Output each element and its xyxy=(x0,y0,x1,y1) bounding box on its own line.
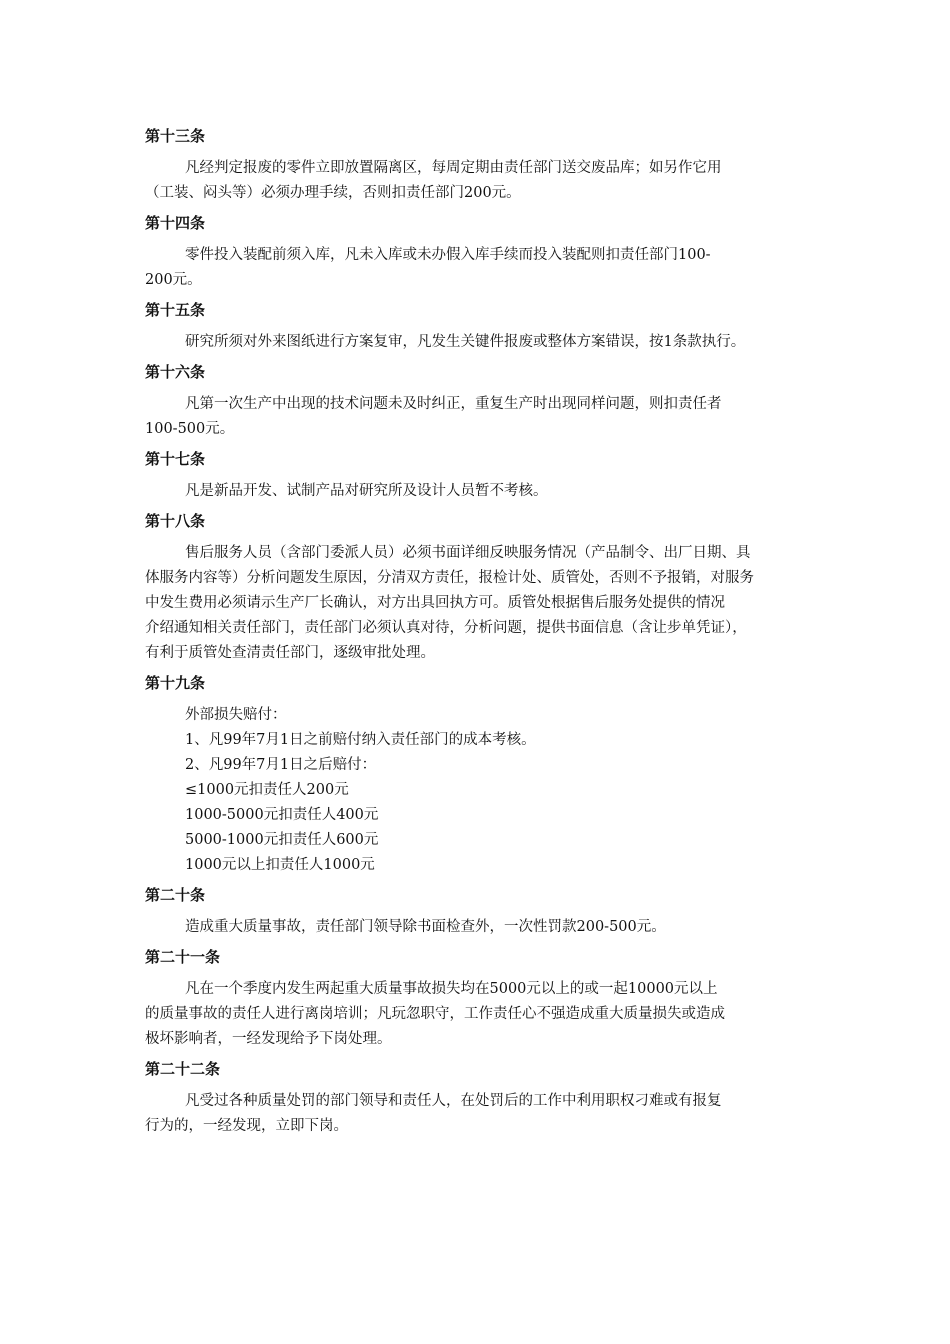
article-heading: 第十六条 xyxy=(145,363,206,381)
article-body xyxy=(145,156,813,206)
article-22 xyxy=(145,1057,813,1139)
article-heading: 第二十二条 xyxy=(145,1060,221,1078)
list-item: 1000元以上扣责任人1000元 xyxy=(185,857,375,873)
list-item: ≤1000元扣责任人200元 xyxy=(185,782,349,798)
body-line: 零件投入装配前须入库，凡未入库或未办假入库手续而投入装配则扣责任部门100- xyxy=(185,247,711,263)
article-heading: 第二十一条 xyxy=(145,948,221,966)
article-body xyxy=(145,1089,813,1139)
compensation-list xyxy=(145,703,813,878)
article-heading: 第十八条 xyxy=(145,512,206,530)
body-line: 有利于质管处查清责任部门，逐级审批处理。 xyxy=(145,645,435,661)
article-body xyxy=(145,330,813,355)
article-15 xyxy=(145,298,813,355)
body-line: 200元。 xyxy=(145,272,202,288)
list-item: 1000-5000元扣责任人400元 xyxy=(185,807,379,823)
article-body xyxy=(145,977,813,1052)
body-line: 凡第一次生产中出现的技术问题未及时纠正，重复生产时出现同样问题，则扣责任者 xyxy=(185,396,722,412)
article-heading: 第十七条 xyxy=(145,450,206,468)
body-line: 售后服务人员（含部门委派人员）必须书面详细反映服务情况（产品制令、出厂日期、具 xyxy=(185,545,751,561)
article-body xyxy=(145,243,813,293)
article-heading: 第十三条 xyxy=(145,127,206,145)
article-17 xyxy=(145,447,813,504)
list-item: 5000-1000元扣责任人600元 xyxy=(185,832,379,848)
body-line: 介绍通知相关责任部门，责任部门必须认真对待，分析问题，提供书面信息（含让步单凭证）， xyxy=(145,620,747,636)
article-21 xyxy=(145,945,813,1052)
list-item: 1、凡99年7月1日之前赔付纳入责任部门的成本考核。 xyxy=(185,732,536,748)
article-heading: 第二十条 xyxy=(145,886,206,904)
article-body xyxy=(145,479,813,504)
article-20 xyxy=(145,883,813,940)
list-item: 外部损失赔付： xyxy=(185,707,287,723)
article-body xyxy=(145,392,813,442)
article-19 xyxy=(145,671,813,878)
body-line: 凡经判定报废的零件立即放置隔离区，每周定期由责任部门送交废品库；如另作它用 xyxy=(185,160,722,176)
list-item: 2、凡99年7月1日之后赔付： xyxy=(185,757,377,773)
article-body xyxy=(145,915,813,940)
body-line: 极坏影响者，一经发现给予下岗处理。 xyxy=(145,1031,392,1047)
body-line: 造成重大质量事故，责任部门领导除书面检查外，一次性罚款200-500元。 xyxy=(185,919,666,935)
document-page xyxy=(145,124,813,1144)
body-line: （工装、闷头等）必须办理手续，否则扣责任部门200元。 xyxy=(145,185,521,201)
body-line: 行为的，一经发现，立即下岗。 xyxy=(145,1118,348,1134)
body-line: 的质量事故的责任人进行离岗培训；凡玩忽职守，工作责任心不强造成重大质量损失或造成 xyxy=(145,1006,725,1022)
body-line: 研究所须对外来图纸进行方案复审，凡发生关键件报废或整体方案错误，按1条款执行。 xyxy=(185,334,746,350)
body-line: 凡是新品开发、试制产品对研究所及设计人员暂不考核。 xyxy=(185,483,548,499)
article-heading: 第十四条 xyxy=(145,214,206,232)
article-14 xyxy=(145,211,813,293)
article-16 xyxy=(145,360,813,442)
article-heading: 第十五条 xyxy=(145,301,206,319)
body-line: 体服务内容等）分析问题发生原因，分清双方责任，报检计处、质管处，否则不予报销，对服务 xyxy=(145,570,754,586)
article-heading: 第十九条 xyxy=(145,674,206,692)
body-line: 100-500元。 xyxy=(145,421,235,437)
article-body xyxy=(145,541,813,666)
article-13 xyxy=(145,124,813,206)
article-18 xyxy=(145,509,813,666)
body-line: 凡在一个季度内发生两起重大质量事故损失均在5000元以上的或一起10000元以上 xyxy=(185,981,718,997)
body-line: 凡受过各种质量处罚的部门领导和责任人，在处罚后的工作中利用职权刁难或有报复 xyxy=(185,1093,722,1109)
body-line: 中发生费用必须请示生产厂长确认，对方出具回执方可。质管处根据售后服务处提供的情况 xyxy=(145,595,725,611)
